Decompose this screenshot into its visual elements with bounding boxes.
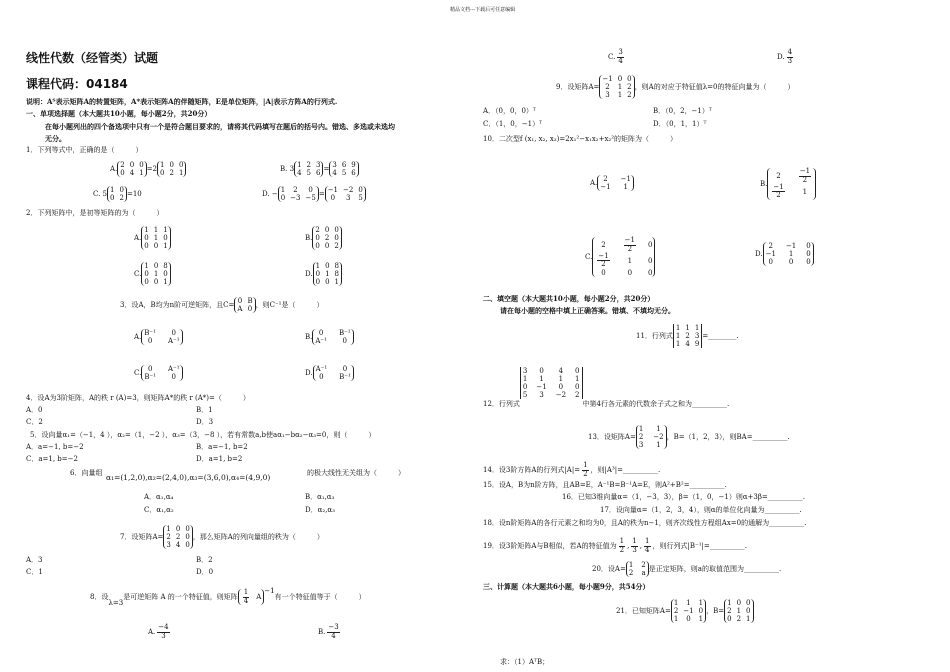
matrix: 1 0 0 2	[107, 186, 127, 202]
q21-part1: 求：（1）AᵀB；	[500, 658, 550, 666]
course-code: 课程代码：04184	[26, 77, 128, 91]
section1-title: 一、单项选择题（本大题共10小题，每小题2分，共20分）	[26, 109, 212, 118]
matrix: −1 0 0 2 1 2 3 1 2	[599, 75, 634, 99]
matrix: 2 $\frac{-1}{2}$ $\frac{-1}{2}$ 1	[767, 168, 816, 199]
q6-vectors: α₁=(1,2,0),α₂=(2,4,0),α₃=(3,6,0),α₄=(4,9,0)	[106, 473, 271, 482]
q2-option-b: B. 2 0 0 0 2 0 0 0 2	[305, 220, 342, 256]
q2-option-d: D. 1 0 8 0 1 8 0 0 1	[305, 256, 342, 292]
q3-option-d: D. A⁻¹ 0 0 B⁻¹	[305, 360, 354, 386]
q10-option-a: A. 2 −1 −1 1	[590, 170, 634, 196]
matrix: B⁻¹ 0 0 A⁻¹	[141, 329, 182, 345]
q21: 21．已知矩阵A= 1 1 1 2 −1 0 1 0 1 ，B= 1 0 0 2 1 0 0 2 1	[616, 593, 754, 629]
q17: 17．设向量α=（1，2，3，4），则α的单位化向量为__________.	[600, 506, 802, 514]
q8-option-d: D. $\frac{4}{3}$	[777, 48, 793, 65]
q7-option-d: D．0	[196, 568, 214, 576]
q1-option-b: B. 3 1 2 3 4 5 6 = 3 6 9 4 5 6	[280, 156, 359, 182]
q9-option-a: A．（0，0，0）ᵀ	[483, 107, 536, 115]
q6-option-d: D．α₂,α₃	[305, 506, 335, 514]
section2-title: 二、填空题（本大题共10小题，每小题2分，共20分）	[483, 294, 655, 303]
q15: 15．设A，B为n阶方阵，且AB=E，A⁻¹B=B⁻¹A=E，则A²+B²=__________.	[483, 481, 727, 489]
q1: 1．下列等式中，正确的是（ ）	[26, 146, 143, 154]
q4-option-d: D．3	[196, 418, 214, 426]
q9-option-b: B．（0，2，−1）ᵀ	[653, 107, 712, 115]
q8-option-a: A. $\frac{-4}{3}$	[148, 623, 169, 640]
matrix: 1 0 8 0 1 8 0 0 1	[313, 262, 342, 286]
q13: 13．设矩阵A= 1 1 2 −2 3 1 ，B=（1，2，3），则BA=__________.	[588, 424, 790, 450]
matrix: 2 −1 −1 1	[597, 175, 634, 191]
q8: 8．设 λ=3 是可逆矩阵 A 的一个特征值，则矩阵 $\frac{1}{4}$ A −1 有一个特征值等于（ ）	[90, 587, 366, 607]
matrix: 2 0 0 0 2 0 0 0 2	[312, 226, 341, 250]
q4-option-a: A．0	[26, 406, 43, 414]
q18: 18．设n阶矩阵A的各行元素之和均为0，且A的秩为n−1，则齐次线性方程组Ax=0的通解为__________.	[483, 519, 807, 527]
q6-option-c: C．α₁,α₂	[144, 506, 174, 514]
matrix: 0 A⁻¹ B⁻¹ 0	[141, 365, 182, 381]
q3-option-a: A. B⁻¹ 0 0 A⁻¹	[134, 324, 183, 350]
q4-option-c: C．2	[26, 418, 43, 426]
q7: 7．设矩阵A= 1 0 0 2 2 0 3 4 0 ，那么矩阵A的列向量组的秩为（ ）	[120, 524, 324, 550]
q2-option-a: A. 1 1 1 0 1 0 0 0 1	[134, 220, 171, 256]
matrix: 2 0 0 0 4 1	[117, 161, 146, 177]
q9: 9．设矩阵A= −1 0 0 2 1 2 3 1 2 ，则A的对应于特征值λ=0的特征向量为（ ）	[556, 74, 795, 100]
q1-option-c: C. 5 1 0 0 2 =10	[93, 185, 142, 202]
q8-option-c: C. $\frac{3}{4}$	[608, 48, 623, 65]
q20: 20．设A= 1 2 2 a 是正定矩阵，则a的取值范围为__________.	[592, 560, 782, 577]
q5-option-a: A．a=−1, b=−2	[26, 443, 84, 451]
q5: 5．设向量α₁=（−1，4 ），α₂=（1，−2 ），α₃=（3，−8 ），若有常数a,b使aα₁−bα₂−α₃=0，则（ ）	[30, 431, 376, 439]
matrix: 1 0 0 2 2 0 3 4 0	[163, 525, 192, 549]
matrix: $\frac{1}{4}$ A	[238, 589, 265, 605]
q3: 3．设A，B均为n阶可逆矩阵，且C= 0 B A 0 ，则C⁻¹是（ ）	[120, 296, 324, 313]
matrix: 0 B⁻¹ A⁻¹ 0	[312, 329, 353, 345]
q6-option-a: A．α₁,α₄	[144, 493, 174, 501]
matrix: 1 1 1 0 1 0 0 0 1	[141, 226, 170, 250]
q10: 10．二次型f (x₁, x₂, x₃)=2x₁²−x₁x₂+x₂²的矩阵为（ ）	[483, 135, 678, 143]
matrix: A⁻¹ 0 0 B⁻¹	[313, 365, 354, 381]
q16: 16．已知3维向量α=（1，−3，3），β=（1，0，−1）则α+3β=__________.	[562, 493, 805, 501]
q4: 4．设A为3阶矩阵，A的秩 r (A)=3，则矩阵A*的秩 r (A*)=（ ）	[26, 394, 250, 402]
matrix: −1 −2 0 0 3 5	[325, 186, 366, 202]
section1-instr: 在每小题列出的四个备选项中只有一个是符合题目要求的，请将其代码填写在题后的括号内。错选、多选或未选均	[45, 122, 395, 131]
section1-instr2: 无分。	[45, 134, 66, 143]
matrix: 1 1 2 −2 3 1	[636, 425, 667, 449]
q14: 14．设3阶方阵A的行列式|A|= $\frac{1}{2}$ ，则|A³|=__________.	[483, 461, 661, 478]
q2: 2．下列矩阵中，是初等矩阵的为（ ）	[26, 209, 164, 217]
q10-option-b: B. 2 $\frac{-1}{2}$ $\frac{-1}{2}$ 1	[760, 162, 816, 206]
matrix: 3 6 9 4 5 6	[329, 161, 358, 177]
q10-option-d: D. 2 −1 0 −1 1 0 0 0 0	[755, 236, 814, 272]
q5-option-c: C．a=1, b=−2	[26, 455, 78, 463]
note: 说明：Aᵀ表示矩阵A的转置矩阵，A*表示矩阵A的伴随矩阵，E是单位矩阵，|A|表示方阵A的行列式.	[26, 97, 338, 106]
matrix: 1 0 0 2 1 0 0 2 1	[724, 599, 753, 623]
q19: 19．设3阶矩阵A与B相似，若A的特征值为 $\frac{1}{2}$ , $\frac{1}{3}$ , $\frac{1}{4}$ ，则行列式|B⁻¹|=__________.	[483, 537, 747, 554]
q7-option-c: C．1	[26, 568, 43, 576]
matrix: 1 0 8 0 1 0 0 0 1	[141, 262, 170, 286]
q11: 11．行列式 1 1 1 1 2 3 1 4 9 =________.	[636, 323, 739, 349]
determinant: 3 0 4 0 1 1 1 1 0 −1 0 0 5 3 −2 2	[520, 367, 583, 399]
q9-option-c: C．（1，0，−1）ᵀ	[483, 120, 543, 128]
q1-option-a: A. 2 0 0 0 4 1 =2 1 0 0 0 2 1	[110, 156, 186, 182]
matrix: 1 0 0 0 2 1	[157, 161, 186, 177]
q12: 12．行列式 3 0 4 0 1 1 1 1 0 −1 0 0 5 3 −2 2 中第4行各元素的代数余子式之和为__________.	[483, 366, 730, 408]
matrix: 1 2 2 a	[626, 561, 649, 577]
section3-title: 三、计算题（本大题共6小题，每小题9分，共54分）	[483, 582, 650, 591]
q6-prefix: 6．向量组	[70, 469, 103, 477]
q8-option-b: B. $\frac{-3}{4}$	[318, 623, 339, 640]
exam-title: 线性代数（经管类）试题	[26, 51, 159, 65]
q6-option-b: B．α₁,α₃	[305, 493, 335, 501]
q6-suffix: 的极大线性无关组为（ ）	[307, 469, 405, 477]
q3-option-c: C. 0 A⁻¹ B⁻¹ 0	[134, 360, 183, 386]
q3-option-b: B. 0 B⁻¹ A⁻¹ 0	[305, 324, 354, 350]
q4-option-b: B．1	[196, 406, 213, 414]
matrix: 2 $\frac{-1}{2}$ 0 $\frac{-1}{2}$ 1 0 0 0 0	[592, 237, 655, 276]
q5-option-d: D．a=1, b=2	[196, 455, 243, 463]
q7-option-b: B．2	[196, 556, 213, 564]
q7-option-a: A．3	[26, 556, 43, 564]
q5-option-b: B．a=−1, b=2	[196, 443, 248, 451]
matrix: 1 1 1 2 −1 0 1 0 1	[671, 599, 706, 623]
matrix: 1 2 3 4 5 6	[294, 161, 323, 177]
determinant: 1 1 1 1 2 3 1 4 9	[673, 324, 702, 348]
q1-option-d: D. − 1 2 0 0 −3 −5 = −1 −2 0 0 3 5	[262, 181, 366, 207]
page-header: 精品文档---下载后可任意编辑	[450, 7, 516, 13]
q2-option-c: C. 1 0 8 0 1 0 0 0 1	[134, 256, 171, 292]
matrix: 0 B A 0	[234, 297, 255, 313]
matrix: 1 2 0 0 −3 −5	[278, 186, 319, 202]
matrix: 2 −1 0 −1 1 0 0 0 0	[763, 242, 814, 266]
q10-option-c: C. 2 $\frac{-1}{2}$ 0 $\frac{-1}{2}$ 1 0 0 0 0	[585, 226, 655, 288]
section2-instr: 请在每小题的空格中填上正确答案。错填、不填均无分。	[500, 306, 675, 315]
q9-option-d: D．（0，1，1）ᵀ	[653, 120, 707, 128]
